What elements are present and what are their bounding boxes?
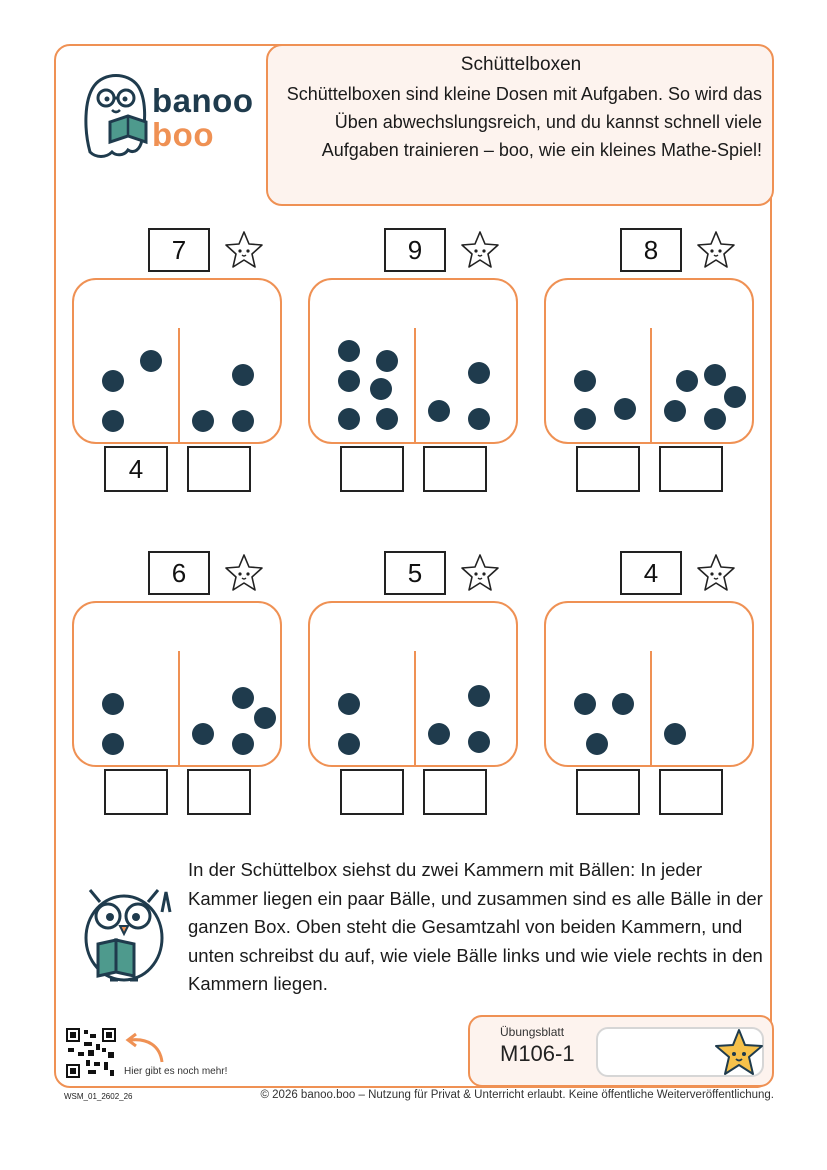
ball-right (232, 687, 254, 709)
chamber-divider (414, 328, 416, 444)
ball-right (232, 733, 254, 755)
sheet-info-box (468, 1015, 774, 1087)
answer-left-box[interactable] (340, 769, 404, 815)
ball-right (468, 685, 490, 707)
rating-star-icon[interactable] (458, 551, 502, 595)
ball-left (612, 693, 634, 715)
intro-title: Schüttelboxen (460, 54, 582, 75)
intro-box (266, 44, 774, 206)
ball-left (574, 370, 596, 392)
total-number-box: 9 (384, 228, 446, 272)
shaker-task (544, 551, 758, 811)
qr-hint-text: Hier gibt es noch mehr! (124, 1066, 228, 1077)
ball-left (102, 370, 124, 392)
total-number-box: 4 (620, 551, 682, 595)
explanation-text: In der Schüttelbox siehst du zwei Kammern mit Bällen: In jeder Kammer liegen ein paar Bälle, und zusammen sind es alle Bälle in der ganzen Box. Oben steht die Gesamtzahl von beiden Kammern, und unten schreibst du auf, wie viele Bälle links und wie viele rechts in den Kammern liegen. (188, 859, 763, 994)
shaker-task (72, 551, 286, 811)
rating-star-icon[interactable] (222, 551, 266, 595)
ball-left (338, 408, 360, 430)
ball-left (140, 350, 162, 372)
ball-right (428, 400, 450, 422)
ball-right (232, 364, 254, 386)
ball-left (338, 340, 360, 362)
shaker-task (308, 228, 522, 488)
shaker-box (308, 278, 518, 444)
ball-right (468, 408, 490, 430)
ball-right (704, 408, 726, 430)
ball-left (338, 733, 360, 755)
ball-right (468, 362, 490, 384)
answer-right-box[interactable] (187, 446, 251, 492)
ball-left (614, 398, 636, 420)
answer-right-box[interactable] (423, 446, 487, 492)
ball-left (338, 370, 360, 392)
chamber-divider (650, 328, 652, 444)
qr-code-icon[interactable] (64, 1026, 118, 1080)
ball-right (704, 364, 726, 386)
total-number-box: 7 (148, 228, 210, 272)
chamber-divider (178, 651, 180, 767)
ball-right (664, 400, 686, 422)
logo (80, 70, 260, 170)
shaker-box (72, 601, 282, 767)
ball-right (468, 731, 490, 753)
answer-right-box[interactable] (187, 769, 251, 815)
ball-right (676, 370, 698, 392)
ball-right (724, 386, 746, 408)
logo-word-boo: boo (152, 116, 214, 153)
total-number-box: 8 (620, 228, 682, 272)
answer-right-box[interactable] (659, 769, 723, 815)
intro-text: Schüttelboxen sind kleine Dosen mit Aufgaben. So wird das Üben abwechslungsreich, und du kannst schnell viele Aufgaben trainieren – boo, wie ein kleines Mathe-Spiel! (286, 84, 762, 160)
answer-left-box[interactable] (104, 769, 168, 815)
rating-star-icon[interactable] (694, 551, 738, 595)
ball-right (192, 410, 214, 432)
shaker-box (544, 601, 754, 767)
worksheet-code: WSM_01_2602_26 (64, 1092, 133, 1101)
ball-right (664, 723, 686, 745)
ball-right (428, 723, 450, 745)
ball-left (370, 378, 392, 400)
ball-left (102, 410, 124, 432)
logo-word-banoo: banoo (152, 82, 254, 119)
copyright-text: © 2026 banoo.boo – Nutzung für Privat & Unterricht erlaubt. Keine öffentliche Weiterveröffentlichung. (260, 1089, 774, 1101)
reward-star-icon (712, 1027, 766, 1079)
answer-right-box[interactable] (659, 446, 723, 492)
ball-left (376, 350, 398, 372)
sheet-id: M106-1 (500, 1041, 575, 1066)
curved-arrow-icon (120, 1030, 168, 1066)
shaker-box (544, 278, 754, 444)
owl-mascot-icon (70, 872, 178, 984)
shaker-task (544, 228, 758, 488)
rating-star-icon[interactable] (694, 228, 738, 272)
rating-star-icon[interactable] (222, 228, 266, 272)
chamber-divider (178, 328, 180, 444)
shaker-box (72, 278, 282, 444)
answer-left-box[interactable] (340, 446, 404, 492)
answer-right-box[interactable] (423, 769, 487, 815)
ball-left (574, 693, 596, 715)
ball-right (232, 410, 254, 432)
ball-left (376, 408, 398, 430)
ball-left (586, 733, 608, 755)
shaker-task (308, 551, 522, 811)
ghost-mascot-icon (80, 70, 152, 162)
shaker-task (72, 228, 286, 488)
ball-right (254, 707, 276, 729)
chamber-divider (650, 651, 652, 767)
total-number-box: 6 (148, 551, 210, 595)
answer-left-box[interactable] (576, 446, 640, 492)
ball-left (102, 733, 124, 755)
rating-star-icon[interactable] (458, 228, 502, 272)
ball-left (102, 693, 124, 715)
ball-left (574, 408, 596, 430)
chamber-divider (414, 651, 416, 767)
ball-right (192, 723, 214, 745)
total-number-box: 5 (384, 551, 446, 595)
sheet-label: Übungsblatt (500, 1025, 565, 1039)
answer-left-box[interactable] (576, 769, 640, 815)
shaker-box (308, 601, 518, 767)
ball-left (338, 693, 360, 715)
answer-left-box[interactable]: 4 (104, 446, 168, 492)
